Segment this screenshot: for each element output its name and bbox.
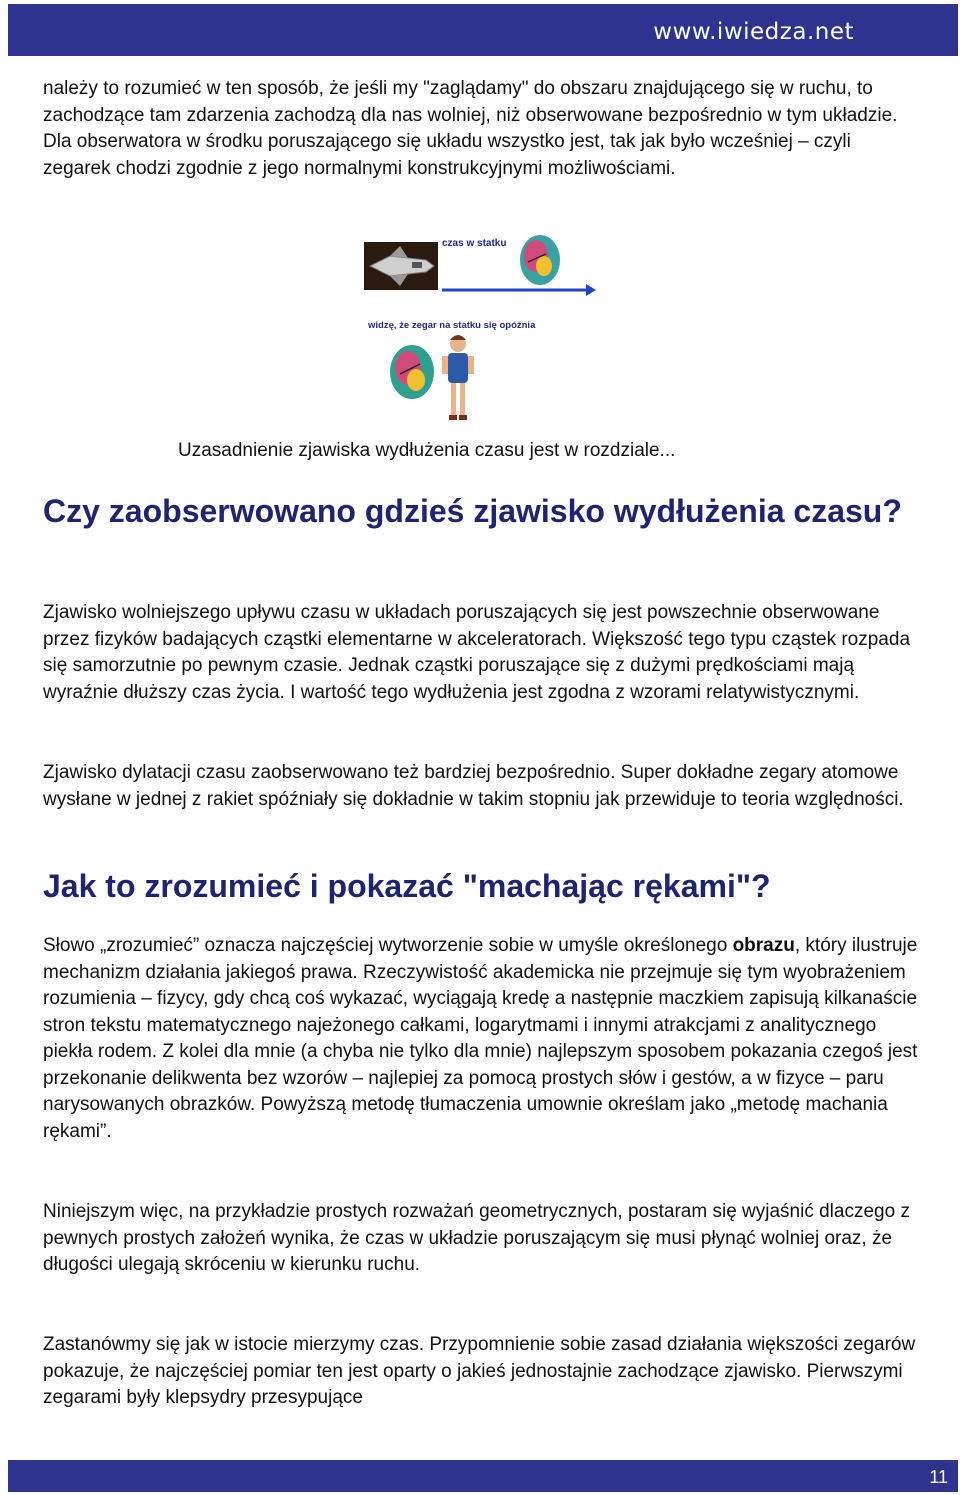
motion-arrow-icon <box>442 284 596 296</box>
page-number: 11 <box>929 1467 948 1487</box>
illustration-svg <box>360 232 605 432</box>
section-heading-observation: Czy zaobserwowano gdzieś zjawisko wydłużenia czasu? <box>43 493 902 529</box>
figure-label-top: czas w statku <box>442 238 507 249</box>
paragraph-understanding-bold: obrazu <box>732 935 795 956</box>
paragraph-understanding-rest: , który ilustruje mechanizm działania jakiegoś prawa. Rzeczywistość akademicka nie przejmuje się tym wyobrażeniem rozumienia – fizycy, gdy chcą coś wykazać, wyciągają kredę a następnie maczkiem zapisują kilkanaście stron tekstu matematycznego najeżonego całkami, logarytmami i innymi atrakcjami z analitycznego piekła rodem. Z kolei dla mnie (a chyba nie tylko dla mnie) najlepszym sposobem pokazania czegoś jest przekonanie delikwenta bez wzorów – najlepiej za pomocą prostych słów i gestów, a w fizyce – paru narysowanych obrazków. Powyższą metodę tłumaczenia umownie określam jako „metodę machania rękami”. <box>43 935 918 1142</box>
paragraph-measuring-time: Zastanówmy się jak w istocie mierzymy czas. Przypomnienie sobie zasad działania większości zegarów pokazuje, że najczęściej pomiar ten jest oparty o jakieś jednostajnie zachodzące zjawisko. Pierwszymi zegarami były klepsydry przesypujące <box>43 1334 916 1408</box>
illustration-time-dilation <box>360 232 605 432</box>
header-bar <box>8 4 958 56</box>
paragraph-understanding-start: Słowo „zrozumieć” oznacza najczęściej wytworzenie sobie w umyśle określonego <box>43 935 733 956</box>
site-url[interactable]: www.iwiedza.net <box>653 19 854 45</box>
spaceship-icon <box>364 242 438 290</box>
paragraph-particles: Zjawisko wolniejszego upływu czasu w układach poruszających się jest powszechnie obserwowane przez fizyków badających cząstki elementarne w akceleratorach. Większość tego typu cząstek rozpada się samorzutnie po pewnym czasie. Jednak cząstki poruszające się z dużymi prędkościami mają wyraźnie dłuższy czas życia. I wartość tego wydłużenia jest zgodna z wzorami relatywistycznymi. <box>43 602 911 703</box>
ship-clock-icon <box>520 235 560 285</box>
paragraph-geometric: Niniejszym więc, na przykładzie prostych rozważań geometrycznych, postaram się wyjaśnić dlaczego z pewnych prostych założeń wynika, że czas w układzie poruszającym się musi płynąć wolniej oraz, że długości ulegają skróceniu w kierunku ruchu. <box>43 1201 910 1275</box>
paragraph-atomic-clocks: Zjawisko dylatacji czasu zaobserwowano też bardziej bezpośrednio. Super dokładne zegary atomowe wysłane w jednej z rakiet spóźniały się dokładnie w takim stopniu jak przewiduje to teoria względności. <box>43 762 904 810</box>
figure-caption: Uzasadnienie zjawiska wydłużenia czasu jest w rozdziale... <box>178 440 676 461</box>
observer-clock-icon <box>390 345 434 399</box>
paragraph-intro: należy to rozumieć w ten sposób, że jeśli my "zaglądamy" do obszaru znajdującego się w ruchu, to zachodzące tam zdarzenia zachodzą dla nas wolniej, niż obserwowane bezpośrednio w tym układzie. Dla obserwatora w środku poruszającego się układu wszystko jest, tak jak było wcześniej – czyli zegarek chodzi zgodnie z jego normalnymi konstrukcyjnymi możliwościami. <box>43 78 898 179</box>
section-heading-handwaving: Jak to zrozumieć i pokazać "machając rękami"? <box>43 868 771 904</box>
child-observer-icon <box>442 335 474 420</box>
paragraph-understanding <box>43 933 923 1145</box>
footer-bar <box>8 1460 958 1492</box>
figure-label-bottom: widzę, że zegar na statku się opóźnia <box>368 320 536 331</box>
